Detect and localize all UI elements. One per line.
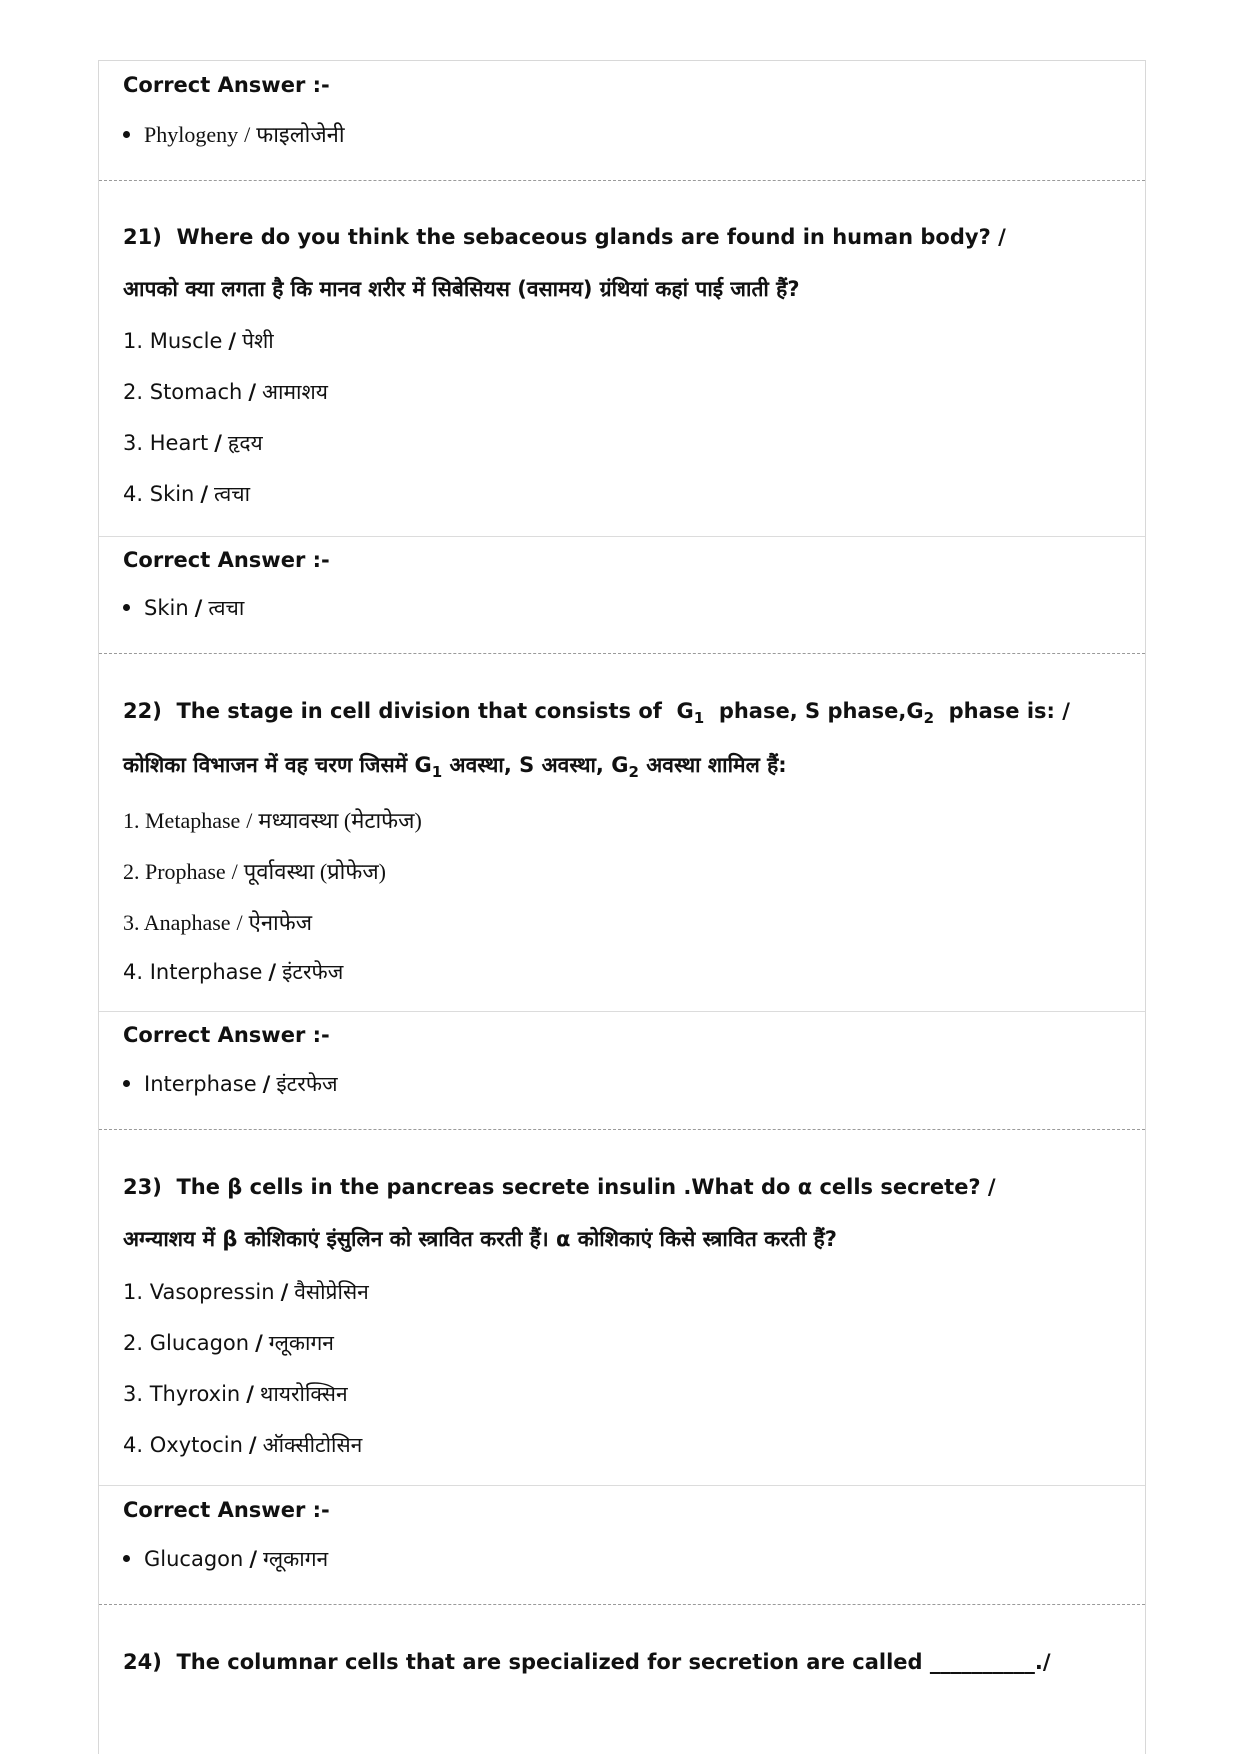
correct-answer-item: Glucagon / ग्लूकागन (123, 1545, 328, 1573)
correct-answer-item: Phylogeny / फाइलोजेनी (123, 119, 345, 149)
question-21-option-1: 1. Muscle / पेशी (123, 329, 274, 353)
answer-divider (99, 536, 1145, 537)
question-22-option-2: 2. Prophase / पूर्वावस्था (प्रोफेज) (123, 859, 386, 884)
question-21-option-4: 4. Skin / त्वचा (123, 482, 251, 506)
question-21-option-2: 2. Stomach / आमाशय (123, 380, 328, 404)
question-22-text-en: 22) The stage in cell division that consists of $G_1$ phase, S $phase,G_2$ phase is: / (123, 699, 1070, 728)
correct-answer-label: Correct Answer :- (123, 73, 330, 97)
question-divider (99, 653, 1145, 654)
correct-answer-item: Interphase / इंटरफेज (123, 1070, 338, 1098)
question-divider (99, 1129, 1145, 1130)
bullet-icon (123, 1080, 130, 1087)
question-23-option-1: 1. Vasopressin / वैसोप्रेसिन (123, 1280, 369, 1304)
question-22-option-4: 4. Interphase / इंटरफेज (123, 960, 344, 984)
correct-answer-label: Correct Answer :- (123, 1498, 330, 1522)
question-23-text-en: 23) The β cells in the pancreas secrete insulin .What do α cells secrete? / (123, 1175, 996, 1199)
question-22-text-hi: कोशिका विभाजन में वह चरण जिसमें $G_1$ अवस्था, S अवस्था, $G_2$ अवस्था शामिल हैं: (123, 753, 787, 782)
question-21-option-3: 3. Heart / हृदय (123, 431, 263, 455)
correct-answer-label: Correct Answer :- (123, 548, 330, 572)
question-21-text-hi: आपको क्या लगता है कि मानव शरीर में सिबेसियस (वसामय) ग्रंथियां कहां पाई जाती हैं? (123, 277, 800, 301)
question-21-text-en: 21) Where do you think the sebaceous glands are found in human body? / (123, 225, 1006, 249)
question-23-option-2: 2. Glucagon / ग्लूकागन (123, 1331, 334, 1355)
answer-divider (99, 1485, 1145, 1486)
question-23-option-3: 3. Thyroxin / थायरोक्सिन (123, 1382, 348, 1406)
question-divider (99, 180, 1145, 181)
bullet-icon (123, 604, 130, 611)
question-divider (99, 1604, 1145, 1605)
question-paper-page (98, 60, 1146, 1754)
question-22-option-3: 3. Anaphase / ऐनाफेज (123, 910, 313, 935)
bullet-icon (123, 1555, 130, 1562)
question-23-option-4: 4. Oxytocin / ऑक्सीटोसिन (123, 1433, 363, 1457)
bullet-icon (123, 131, 130, 138)
question-23-text-hi: अग्न्याशय में β कोशिकाएं इंसुलिन को स्त्रावित करती हैं। α कोशिकाएं किसे स्त्रावित करती हैं? (123, 1227, 837, 1251)
answer-divider (99, 1011, 1145, 1012)
question-24-text-en: 24) The columnar cells that are specialized for secretion are called __________./ (123, 1650, 1051, 1674)
correct-answer-item: Skin / त्वचा (123, 594, 244, 622)
correct-answer-label: Correct Answer :- (123, 1023, 330, 1047)
question-22-option-1: 1. Metaphase / मध्यावस्था (मेटाफेज) (123, 808, 422, 833)
